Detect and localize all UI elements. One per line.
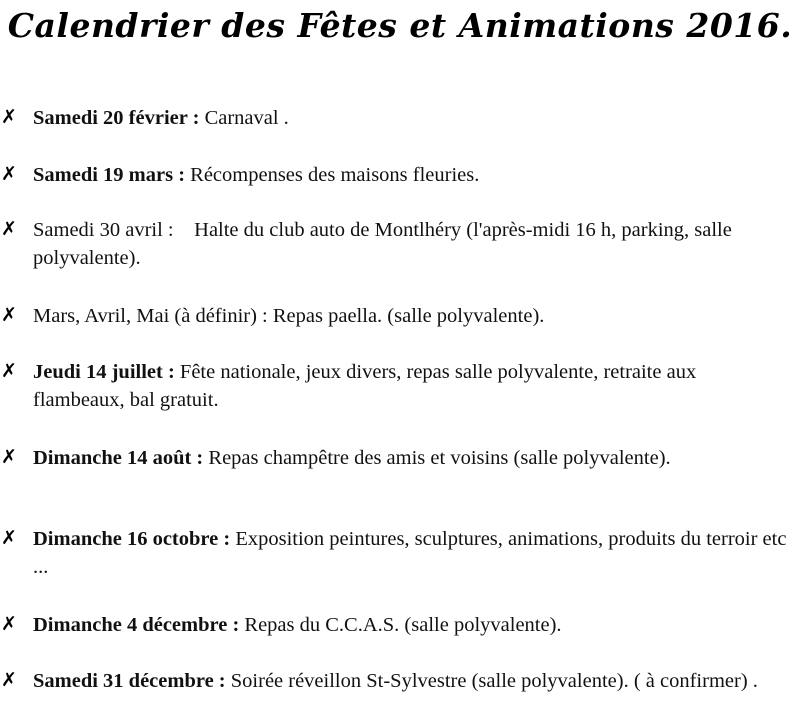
- event-description: Repas paella. (salle polyvalente).: [267, 305, 545, 327]
- event-date: Dimanche 16 octobre :: [33, 528, 231, 550]
- event-item: [0, 358, 790, 414]
- event-item: [0, 525, 790, 581]
- event-item: [0, 611, 790, 639]
- event-text: [33, 525, 790, 581]
- event-text: [33, 611, 790, 639]
- ballot-x-icon: ✗: [1, 447, 17, 468]
- document-title: Calendrier des Fêtes et Animations 2016.: [7, 6, 793, 45]
- event-item: [0, 104, 790, 132]
- event-description: Carnaval .: [199, 107, 289, 129]
- event-description: Soirée réveillon St-Sylvestre (salle polyvalente). ( à confirmer) .: [225, 670, 758, 692]
- ballot-x-icon: ✗: [1, 614, 17, 635]
- event-item: [0, 667, 790, 695]
- event-item: [0, 444, 790, 472]
- event-date: Jeudi 14 juillet :: [33, 361, 175, 383]
- ballot-x-icon: ✗: [1, 670, 17, 691]
- ballot-x-icon: ✗: [1, 305, 17, 326]
- ballot-x-icon: ✗: [1, 361, 17, 382]
- event-item: [0, 216, 790, 272]
- event-text: [33, 667, 790, 695]
- event-item: [0, 302, 790, 330]
- event-date: Mars, Avril, Mai (à définir) :: [33, 305, 268, 327]
- event-description: Récompenses des maisons fleuries.: [185, 164, 480, 186]
- event-text: [33, 358, 790, 414]
- event-description: Repas du C.C.A.S. (salle polyvalente).: [239, 614, 562, 636]
- event-description: Fête nationale, jeux divers, repas salle polyvalente, retraite aux flambeaux, bal gratuit.: [33, 361, 702, 411]
- event-text: [33, 104, 790, 132]
- ballot-x-icon: ✗: [1, 219, 17, 240]
- event-date: Samedi 19 mars :: [33, 164, 186, 186]
- event-description: Exposition peintures, sculptures, animations, produits du terroir etc ...: [33, 528, 792, 578]
- event-text: [33, 216, 790, 272]
- ballot-x-icon: ✗: [1, 164, 17, 185]
- event-date: Samedi 20 février :: [33, 107, 200, 129]
- event-text: [33, 161, 790, 189]
- event-description: Repas champêtre des amis et voisins (salle polyvalente).: [203, 447, 671, 469]
- event-date: Dimanche 4 décembre :: [33, 614, 240, 636]
- event-text: [33, 444, 790, 472]
- ballot-x-icon: ✗: [1, 107, 17, 128]
- event-text: [33, 302, 790, 330]
- event-date: Samedi 31 décembre :: [33, 670, 226, 692]
- ballot-x-icon: ✗: [1, 528, 17, 549]
- event-item: [0, 161, 790, 189]
- event-date: Dimanche 14 août :: [33, 447, 204, 469]
- event-date: Samedi 30 avril :: [33, 219, 174, 241]
- event-description: Halte du club auto de Montlhéry (l'après-midi 16 h, parking, salle polyvalente).: [33, 219, 737, 269]
